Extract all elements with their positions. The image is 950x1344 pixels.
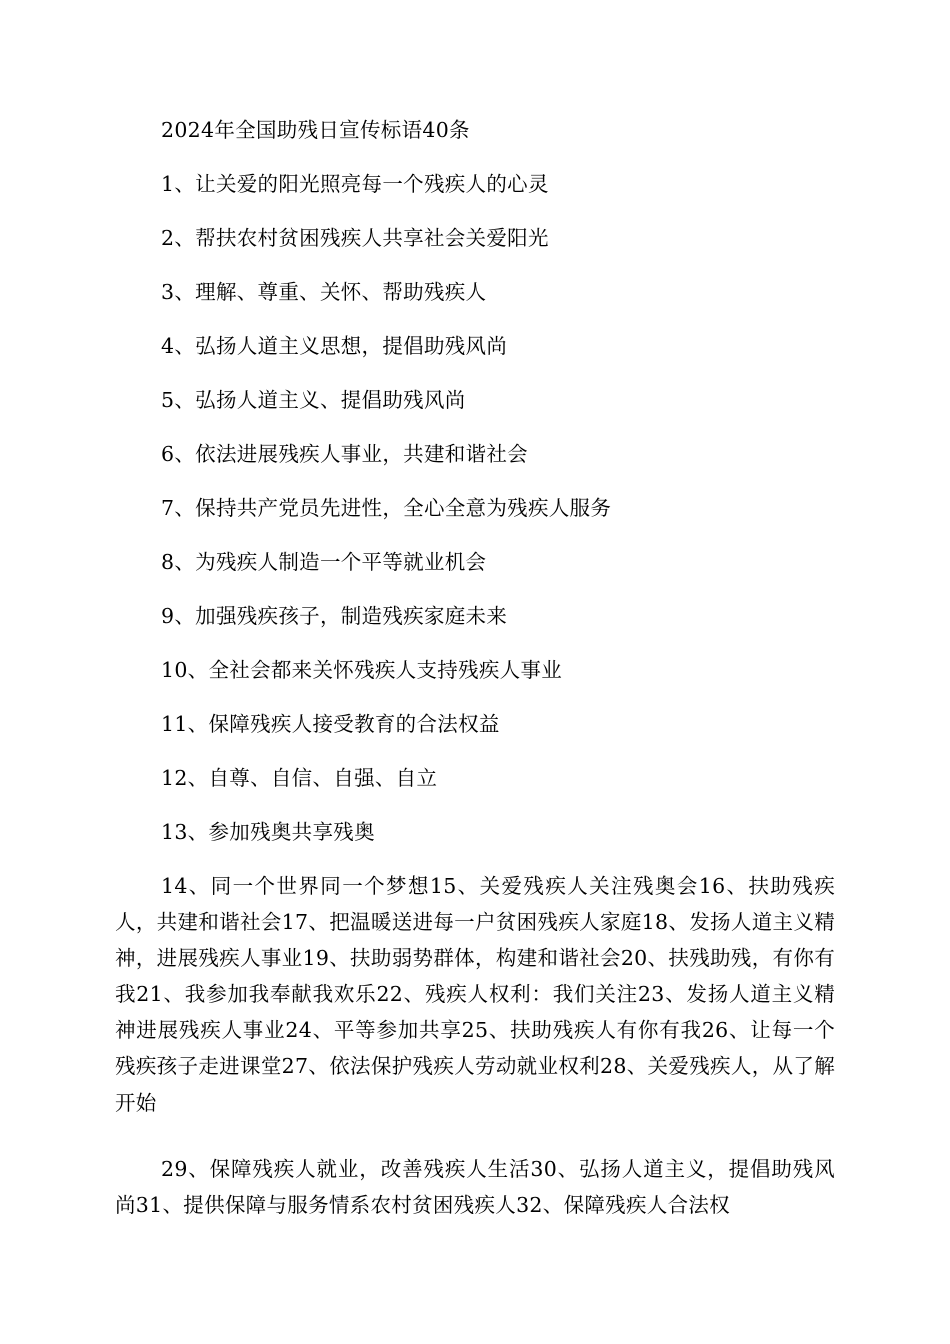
slogan-line-4: 4、弘扬人道主义思想，提倡助残风尚 bbox=[161, 334, 508, 358]
slogan-line-13: 13、参加残奥共享残奥 bbox=[161, 820, 375, 844]
slogan-line-12: 12、自尊、自信、自强、自立 bbox=[161, 766, 438, 790]
slogan-paragraph-29-32: 29、保障残疾人就业，改善残疾人生活30、弘扬人道主义，提倡助残风尚31、提供保障与服务情系农村贫困残疾人32、保障残疾人合法权 bbox=[115, 1157, 835, 1218]
slogan-line-6: 6、依法进展残疾人事业，共建和谐社会 bbox=[161, 442, 528, 466]
document-title: 2024年全国助残日宣传标语40条 bbox=[161, 118, 470, 142]
slogan-line-2: 2、帮扶农村贫困残疾人共享社会关爱阳光 bbox=[161, 226, 549, 250]
slogan-line-1: 1、让关爱的阳光照亮每一个残疾人的心灵 bbox=[161, 172, 549, 196]
slogan-line-11: 11、保障残疾人接受教育的合法权益 bbox=[161, 712, 500, 736]
slogan-line-7: 7、保持共产党员先进性，全心全意为残疾人服务 bbox=[161, 496, 612, 520]
slogan-line-10: 10、全社会都来关怀残疾人支持残疾人事业 bbox=[161, 658, 563, 682]
slogan-paragraph-14-28: 14、同一个世界同一个梦想15、关爱残疾人关注残奥会16、扶助残疾人，共建和谐社会17、把温暖送进每一户贫困残疾人家庭18、发扬人道主义精神，进展残疾人事业19、扶助弱势群体，构建和谐社会20、扶残助残，有你有我21、我参加我奉献我欢乐22、残疾人权利：我们关注23、发扬人道主义精神进展残疾人事业24、平等参加共享25、扶助残疾人有你有我26、让每一个残疾孩子走进课堂27、依法保护残疾人劳动就业权利28、关爱残疾人，从了解开始 bbox=[115, 874, 835, 1115]
slogan-line-5: 5、弘扬人道主义、提倡助残风尚 bbox=[161, 388, 466, 412]
slogan-line-9: 9、加强残疾孩子，制造残疾家庭未来 bbox=[161, 604, 508, 628]
slogan-line-3: 3、理解、尊重、关怀、帮助残疾人 bbox=[161, 280, 487, 304]
slogan-line-8: 8、为残疾人制造一个平等就业机会 bbox=[161, 550, 487, 574]
